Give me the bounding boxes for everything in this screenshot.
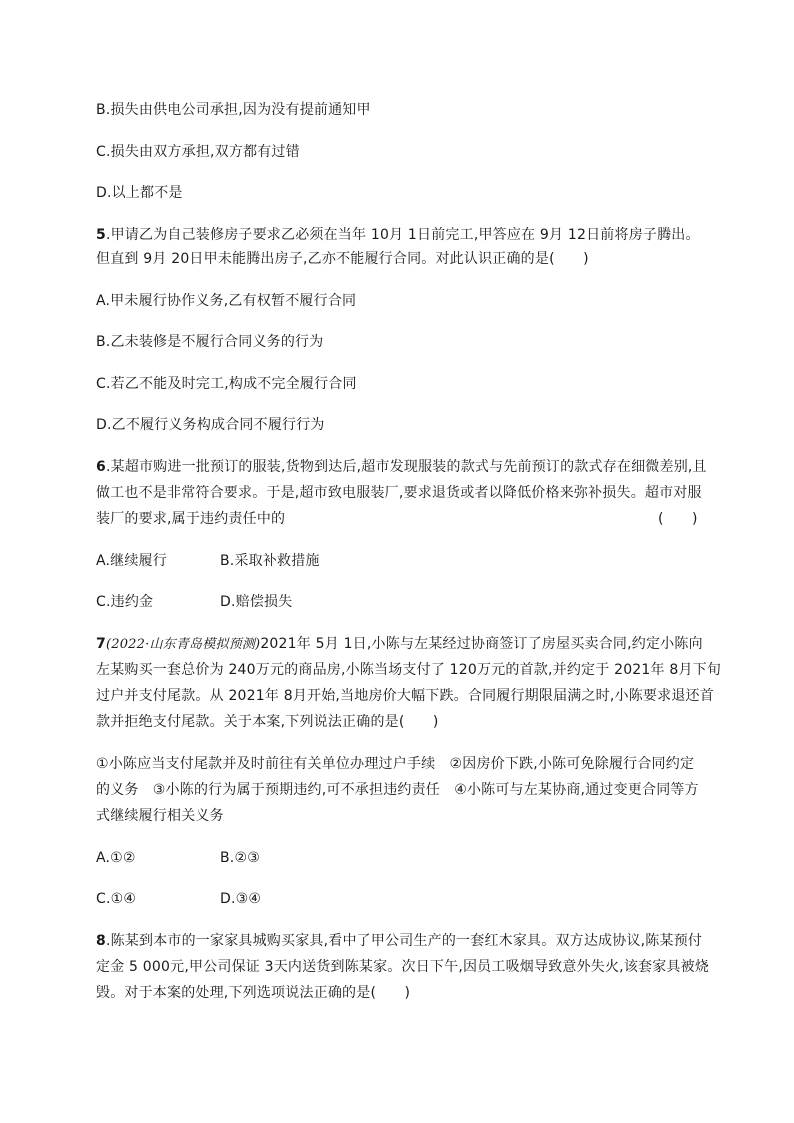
q7-options-row1	[96, 848, 396, 868]
q7-option-c: C.①④	[96, 891, 137, 907]
q6-options-row1	[96, 551, 396, 571]
q7-statements-line3: 式继续履行相关义务	[96, 808, 224, 824]
q5-option-d: D.乙不履行义务构成合同不履行行为	[96, 417, 325, 433]
q6-answer-paren: ( )	[658, 511, 698, 527]
q6-option-a: A.继续履行	[96, 553, 167, 569]
q7-number: 7	[96, 636, 106, 652]
q7-option-a: A.①②	[96, 850, 136, 866]
q6-option-b: B.采取补救措施	[220, 553, 320, 569]
q7-option-b: B.②③	[220, 850, 260, 866]
q6-stem-line1	[96, 457, 707, 477]
q6-option-c: C.违约金	[96, 594, 154, 610]
q6-stem-text1: .某超市购进一批预订的服装,货物到达后,超市发现服装的款式与先前预订的款式存在细微差别,且	[105, 459, 707, 475]
q5-stem-text1: .甲请乙为自己装修房子要求乙必须在当年 10月 1日前完工,甲答应在 9月 12日前将房子腾出。	[105, 227, 700, 243]
q6-stem-line2: 做工也不是非常符合要求。于是,超市致电服装厂,要求退货或者以降低价格来弥补损失。超市对服	[96, 485, 702, 501]
q4-option-b: B.损失由供电公司承担,因为没有提前通知甲	[96, 102, 371, 118]
q7-statements-line2: 的义务 ③小陈的行为属于预期违约,可不承担违约责任 ④小陈可与左某协商,通过变更合同等方	[96, 782, 699, 798]
q7-stem-line4: 款并拒绝支付尾款。关于本案,下列说法正确的是( )	[96, 714, 439, 730]
q5-number: 5	[96, 227, 106, 243]
q7-options-row2	[96, 889, 396, 909]
q6-options-row2	[96, 592, 396, 612]
q7-source: (2022·山东青岛模拟预测)	[105, 637, 261, 652]
q8-stem-line2: 定金 5 000元,甲公司保证 3天内送货到陈某家。次日下午,因员工吸烟导致意外失火,该套家具被烧	[96, 959, 710, 975]
q6-stem-text3: 装厂的要求,属于违约责任中的	[96, 511, 286, 527]
q5-option-a: A.甲未履行协作义务,乙有权暂不履行合同	[96, 293, 357, 309]
q7-option-d: D.③④	[220, 891, 262, 907]
q4-option-c: C.损失由双方承担,双方都有过错	[96, 144, 300, 160]
q7-stem-text1: 2021年 5月 1日,小陈与左某经过协商签订了房屋买卖合同,约定小陈向	[260, 636, 703, 652]
q4-option-d: D.以上都不是	[96, 185, 183, 201]
q7-stem-line1	[96, 634, 703, 655]
q5-stem-line1	[96, 225, 700, 245]
q5-option-b: B.乙未装修是不履行合同义务的行为	[96, 334, 324, 350]
q6-option-d: D.赔偿损失	[220, 594, 293, 610]
q7-statements-line1: ①小陈应当支付尾款并及时前往有关单位办理过户手续 ②因房价下跌,小陈可免除履行合同约定	[96, 756, 695, 772]
q8-stem-text1: .陈某到本市的一家家具城购买家具,看中了甲公司生产的一套红木家具。双方达成协议,陈某预付	[105, 933, 703, 949]
q6-stem-line3	[96, 509, 706, 529]
q7-stem-line2: 左某购买一套总价为 240万元的商品房,小陈当场支付了 120万元的首款,并约定于 2021年 8月下旬	[96, 662, 722, 678]
q8-number: 8	[96, 933, 106, 949]
q5-option-c: C.若乙不能及时完工,构成不完全履行合同	[96, 376, 357, 392]
q8-stem-line1	[96, 931, 702, 951]
q7-stem-line3: 过户并支付尾款。从 2021年 8月开始,当地房价大幅下跌。合同履行期限届满之时,小陈要求退还首	[96, 688, 714, 704]
q5-stem-line2: 但直到 9月 20日甲未能腾出房子,乙亦不能履行合同。对此认识正确的是( )	[96, 251, 589, 267]
q6-number: 6	[96, 459, 106, 475]
q8-stem-line3: 毁。对于本案的处理,下列选项说法正确的是( )	[96, 985, 411, 1001]
